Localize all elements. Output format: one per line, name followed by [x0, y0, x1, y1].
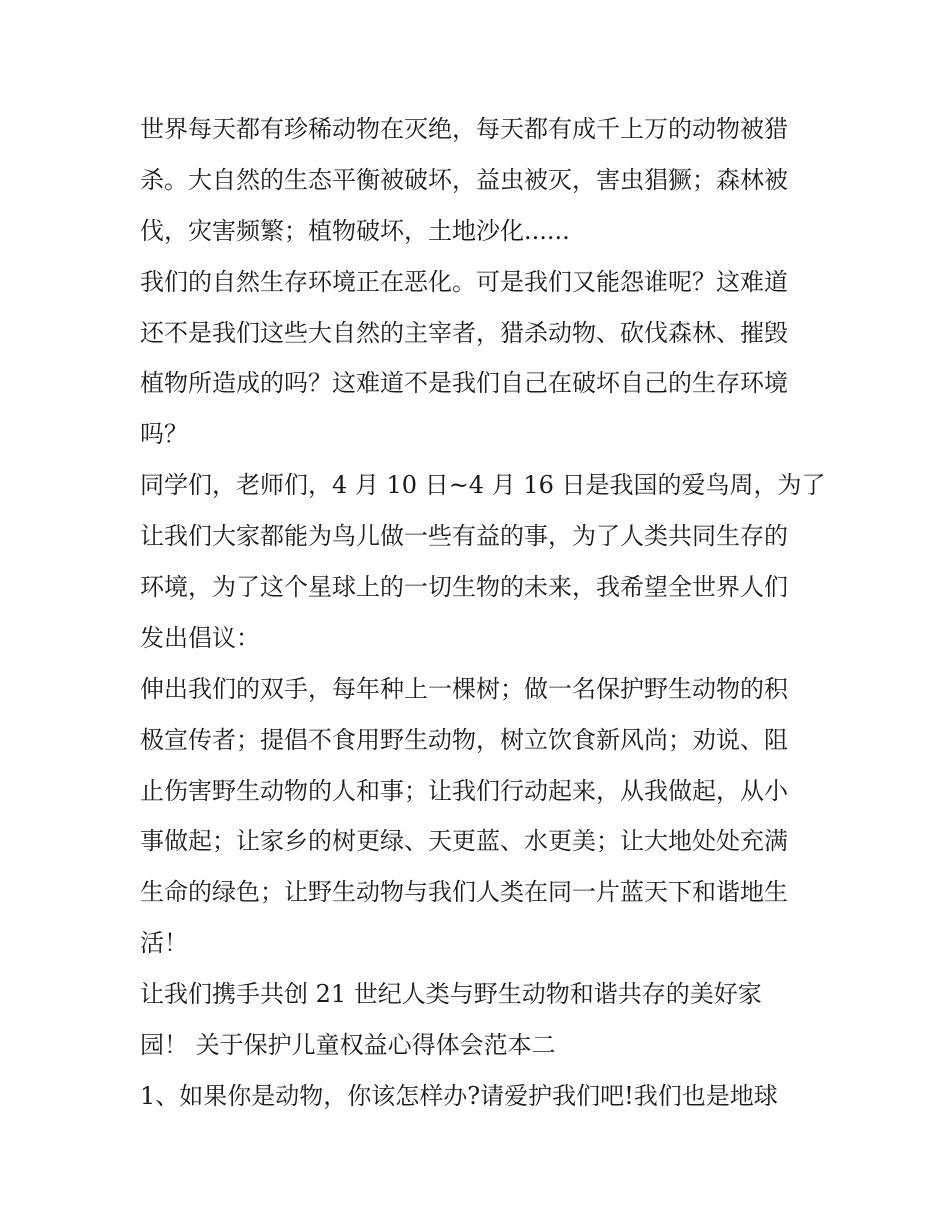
text-line: 伐，灾害频繁；植物破坏，土地沙化......	[140, 216, 570, 245]
text-line: 1、如果你是动物，你该怎样办?请爱护我们吧!我们也是地球	[140, 1081, 778, 1110]
text-line: 让我们携手共创 21 世纪人类与野生动物和谐共存的美好家	[140, 980, 762, 1009]
text-line: 杀。大自然的生态平衡被破坏，益虫被灭，害虫猖獗；森林被	[140, 165, 788, 194]
text-line: 世界每天都有珍稀动物在灭绝，每天都有成千上万的动物被猎	[140, 115, 788, 143]
text-line: 园！ 关于保护儿童权益心得体会范本二	[140, 1031, 556, 1060]
body-text	[140, 104, 826, 1122]
text-line: 极宣传者；提倡不食用野生动物，树立饮食新风尚；劝说、阻	[140, 725, 788, 754]
text-line: 生命的绿色；让野生动物与我们人类在同一片蓝天下和谐地生	[140, 878, 788, 907]
text-line: 活！	[140, 929, 188, 958]
text-line: 事做起；让家乡的树更绿、天更蓝、水更美；让大地处处充满	[140, 827, 788, 856]
text-line: 发出倡议：	[140, 623, 260, 652]
text-line: 伸出我们的双手，每年种上一棵树；做一名保护野生动物的积	[140, 674, 788, 703]
text-line: 让我们大家都能为鸟儿做一些有益的事，为了人类共同生存的	[140, 522, 788, 551]
text-line: 我们的自然生存环境正在恶化。可是我们又能怨谁呢？这难道	[140, 267, 788, 296]
text-line: 植物所造成的吗？这难道不是我们自己在破坏自己的生存环境	[140, 369, 788, 398]
text-line: 吗？	[140, 420, 188, 449]
text-line: 环境，为了这个星球上的一切生物的未来，我希望全世界人们	[140, 573, 788, 602]
text-line: 止伤害野生动物的人和事；让我们行动起来，从我做起，从小	[140, 776, 788, 805]
text-line: 同学们，老师们，4 月 10 日~4 月 16 日是我国的爱鸟周，为了	[140, 471, 826, 500]
text-line: 还不是我们这些大自然的主宰者，猎杀动物、砍伐森林、摧毁	[140, 318, 788, 347]
